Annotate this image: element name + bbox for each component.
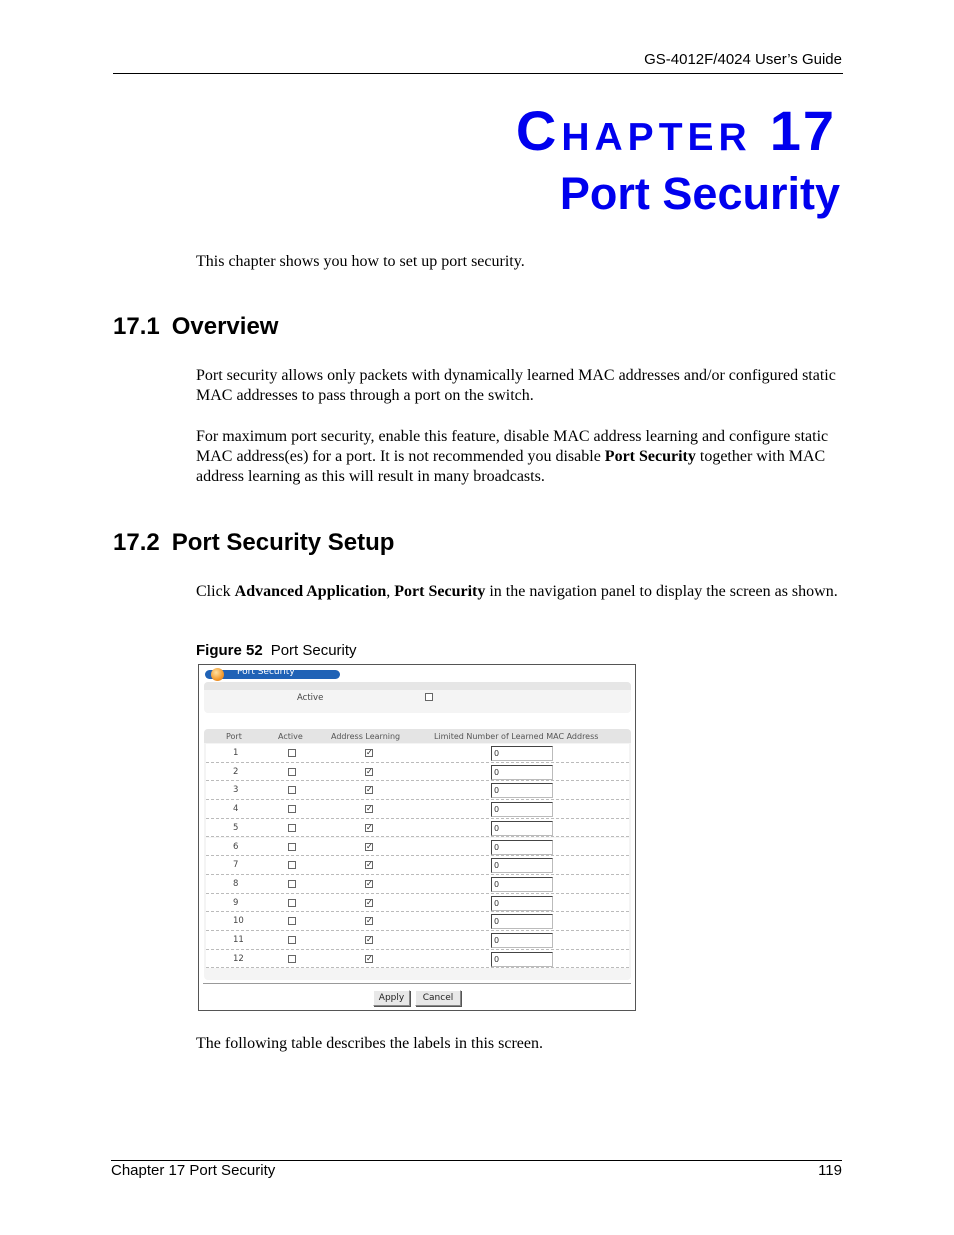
port-active-checkbox[interactable] [288,786,296,794]
port-number: 11 [233,935,244,945]
mac-limit-input[interactable]: 0 [491,802,553,817]
figure-label: Figure 52 [196,642,263,659]
port-active-checkbox[interactable] [288,955,296,963]
address-learning-checkbox[interactable]: ✓ [366,878,373,888]
address-learning-checkbox[interactable]: ✓ [366,897,373,907]
port-active-checkbox[interactable] [288,880,296,888]
section-title: Overview [171,313,279,340]
footer-rule [111,1160,842,1161]
mac-limit-input[interactable]: 0 [491,952,553,967]
chapter-title: Port Security [559,168,840,219]
table-header [204,729,631,743]
intro-paragraph: This chapter shows you how to set up port security. [196,253,525,270]
table-row [206,912,629,931]
para-bold: Advanced Application [234,583,387,600]
para-text: in the navigation panel to display the screen as shown. [485,583,838,600]
global-settings-panel [204,682,631,713]
port-number: 5 [233,822,239,833]
address-learning-checkbox[interactable]: ✓ [366,822,373,832]
port-active-checkbox[interactable] [288,917,296,925]
chapter-word: Chapter [515,99,752,162]
port-table [204,729,631,980]
port-number: 8 [233,878,239,889]
port-number: 2 [233,766,239,777]
para-bold: Port Security [394,583,486,600]
mac-limit-input[interactable]: 0 [491,896,553,911]
address-learning-checkbox[interactable]: ✓ [366,766,373,776]
port-number: 1 [233,748,239,758]
port-security-screen [198,664,636,1011]
port-active-checkbox[interactable] [288,936,296,944]
section-heading-overview [113,312,278,342]
port-active-checkbox[interactable] [288,805,296,813]
overview-paragraph-2 [196,427,844,487]
port-number: 6 [233,841,239,852]
table-row [206,856,629,875]
port-number: 4 [233,804,239,815]
address-learning-checkbox[interactable]: ✓ [366,953,373,963]
global-active-checkbox[interactable] [425,693,433,701]
mac-limit-input[interactable]: 0 [491,914,553,929]
section-heading-setup [113,528,394,558]
port-active-checkbox[interactable] [288,843,296,851]
section-title: Port Security Setup [171,529,395,556]
address-learning-checkbox[interactable]: ✓ [366,935,373,944]
table-row [206,894,629,913]
column-header-active: Active [278,732,303,741]
column-header-port: Port [226,732,242,741]
figure-caption-text: Port Security [270,642,357,659]
address-learning-checkbox[interactable]: ✓ [366,916,373,926]
port-active-checkbox[interactable] [288,899,296,907]
mac-limit-input[interactable]: 0 [491,933,553,948]
address-learning-checkbox[interactable]: ✓ [366,841,373,851]
table-row [206,763,629,782]
port-number: 7 [233,860,239,871]
address-learning-checkbox[interactable]: ✓ [366,860,373,870]
port-active-checkbox[interactable] [288,861,296,869]
mac-limit-input[interactable]: 0 [491,765,553,780]
port-number: 9 [233,897,239,908]
port-number: 12 [233,953,244,964]
column-header-address-learning: Address Learning [331,732,401,741]
section-number: 17.1 [113,313,160,340]
mac-limit-input[interactable]: 0 [491,821,553,836]
para-text: , [386,583,395,600]
panel-header-bar [204,682,631,690]
port-active-checkbox[interactable] [288,824,296,832]
mac-limit-input[interactable]: 0 [491,840,553,855]
table-row [206,950,629,969]
address-learning-checkbox[interactable]: ✓ [366,748,373,757]
running-header: GS-4012F/4024 User’s Guide [644,51,842,68]
para-bold: Port Security [604,448,696,465]
screen-title: Port Security [237,667,295,677]
global-active-label: Active [297,693,324,703]
para-text: together with MAC address learning as this will result in many broadcasts. [196,448,826,485]
closing-paragraph: The following table describes the labels in this screen. [196,1035,544,1052]
port-active-checkbox[interactable] [288,749,296,757]
port-active-checkbox[interactable] [288,768,296,776]
table-row [206,800,629,819]
port-number: 3 [233,785,239,796]
para-text: Click [196,583,235,600]
para-text: For maximum port security, enable this feature, disable MAC address learning and configure static MAC address(es) for a port. It is not recommended you disable [196,428,829,465]
mac-limit-input[interactable]: 0 [491,783,553,798]
orb-icon [211,668,224,681]
overview-paragraph-1: Port security allows only packets with dynamically learned MAC addresses and/or configured static MAC addresses to pass through a port on the switch. [196,367,836,404]
table-row [206,819,629,838]
setup-paragraph [196,582,844,602]
table-row [206,931,629,950]
cancel-button[interactable]: Cancel [415,990,461,1006]
footer-chapter: Chapter 17 Port Security [111,1162,276,1179]
port-number: 10 [233,916,244,927]
address-learning-checkbox[interactable]: ✓ [366,785,373,795]
column-header-limit: Limited Number of Learned MAC Address [434,732,599,741]
section-number: 17.2 [113,529,160,556]
mac-limit-input[interactable]: 0 [491,858,553,873]
mac-limit-input[interactable]: 0 [491,746,553,761]
button-divider [203,983,631,984]
table-row [206,875,629,894]
table-row [206,781,629,800]
header-rule [113,73,843,74]
figure-caption [196,642,357,659]
table-row [206,838,629,857]
table-row [206,744,629,763]
chapter-number: 17 [769,99,836,162]
apply-button[interactable]: Apply [373,990,410,1006]
address-learning-checkbox[interactable]: ✓ [366,804,373,814]
page-number: 119 [818,1162,842,1179]
chapter-number-heading [516,96,836,166]
mac-limit-input[interactable]: 0 [491,877,553,892]
